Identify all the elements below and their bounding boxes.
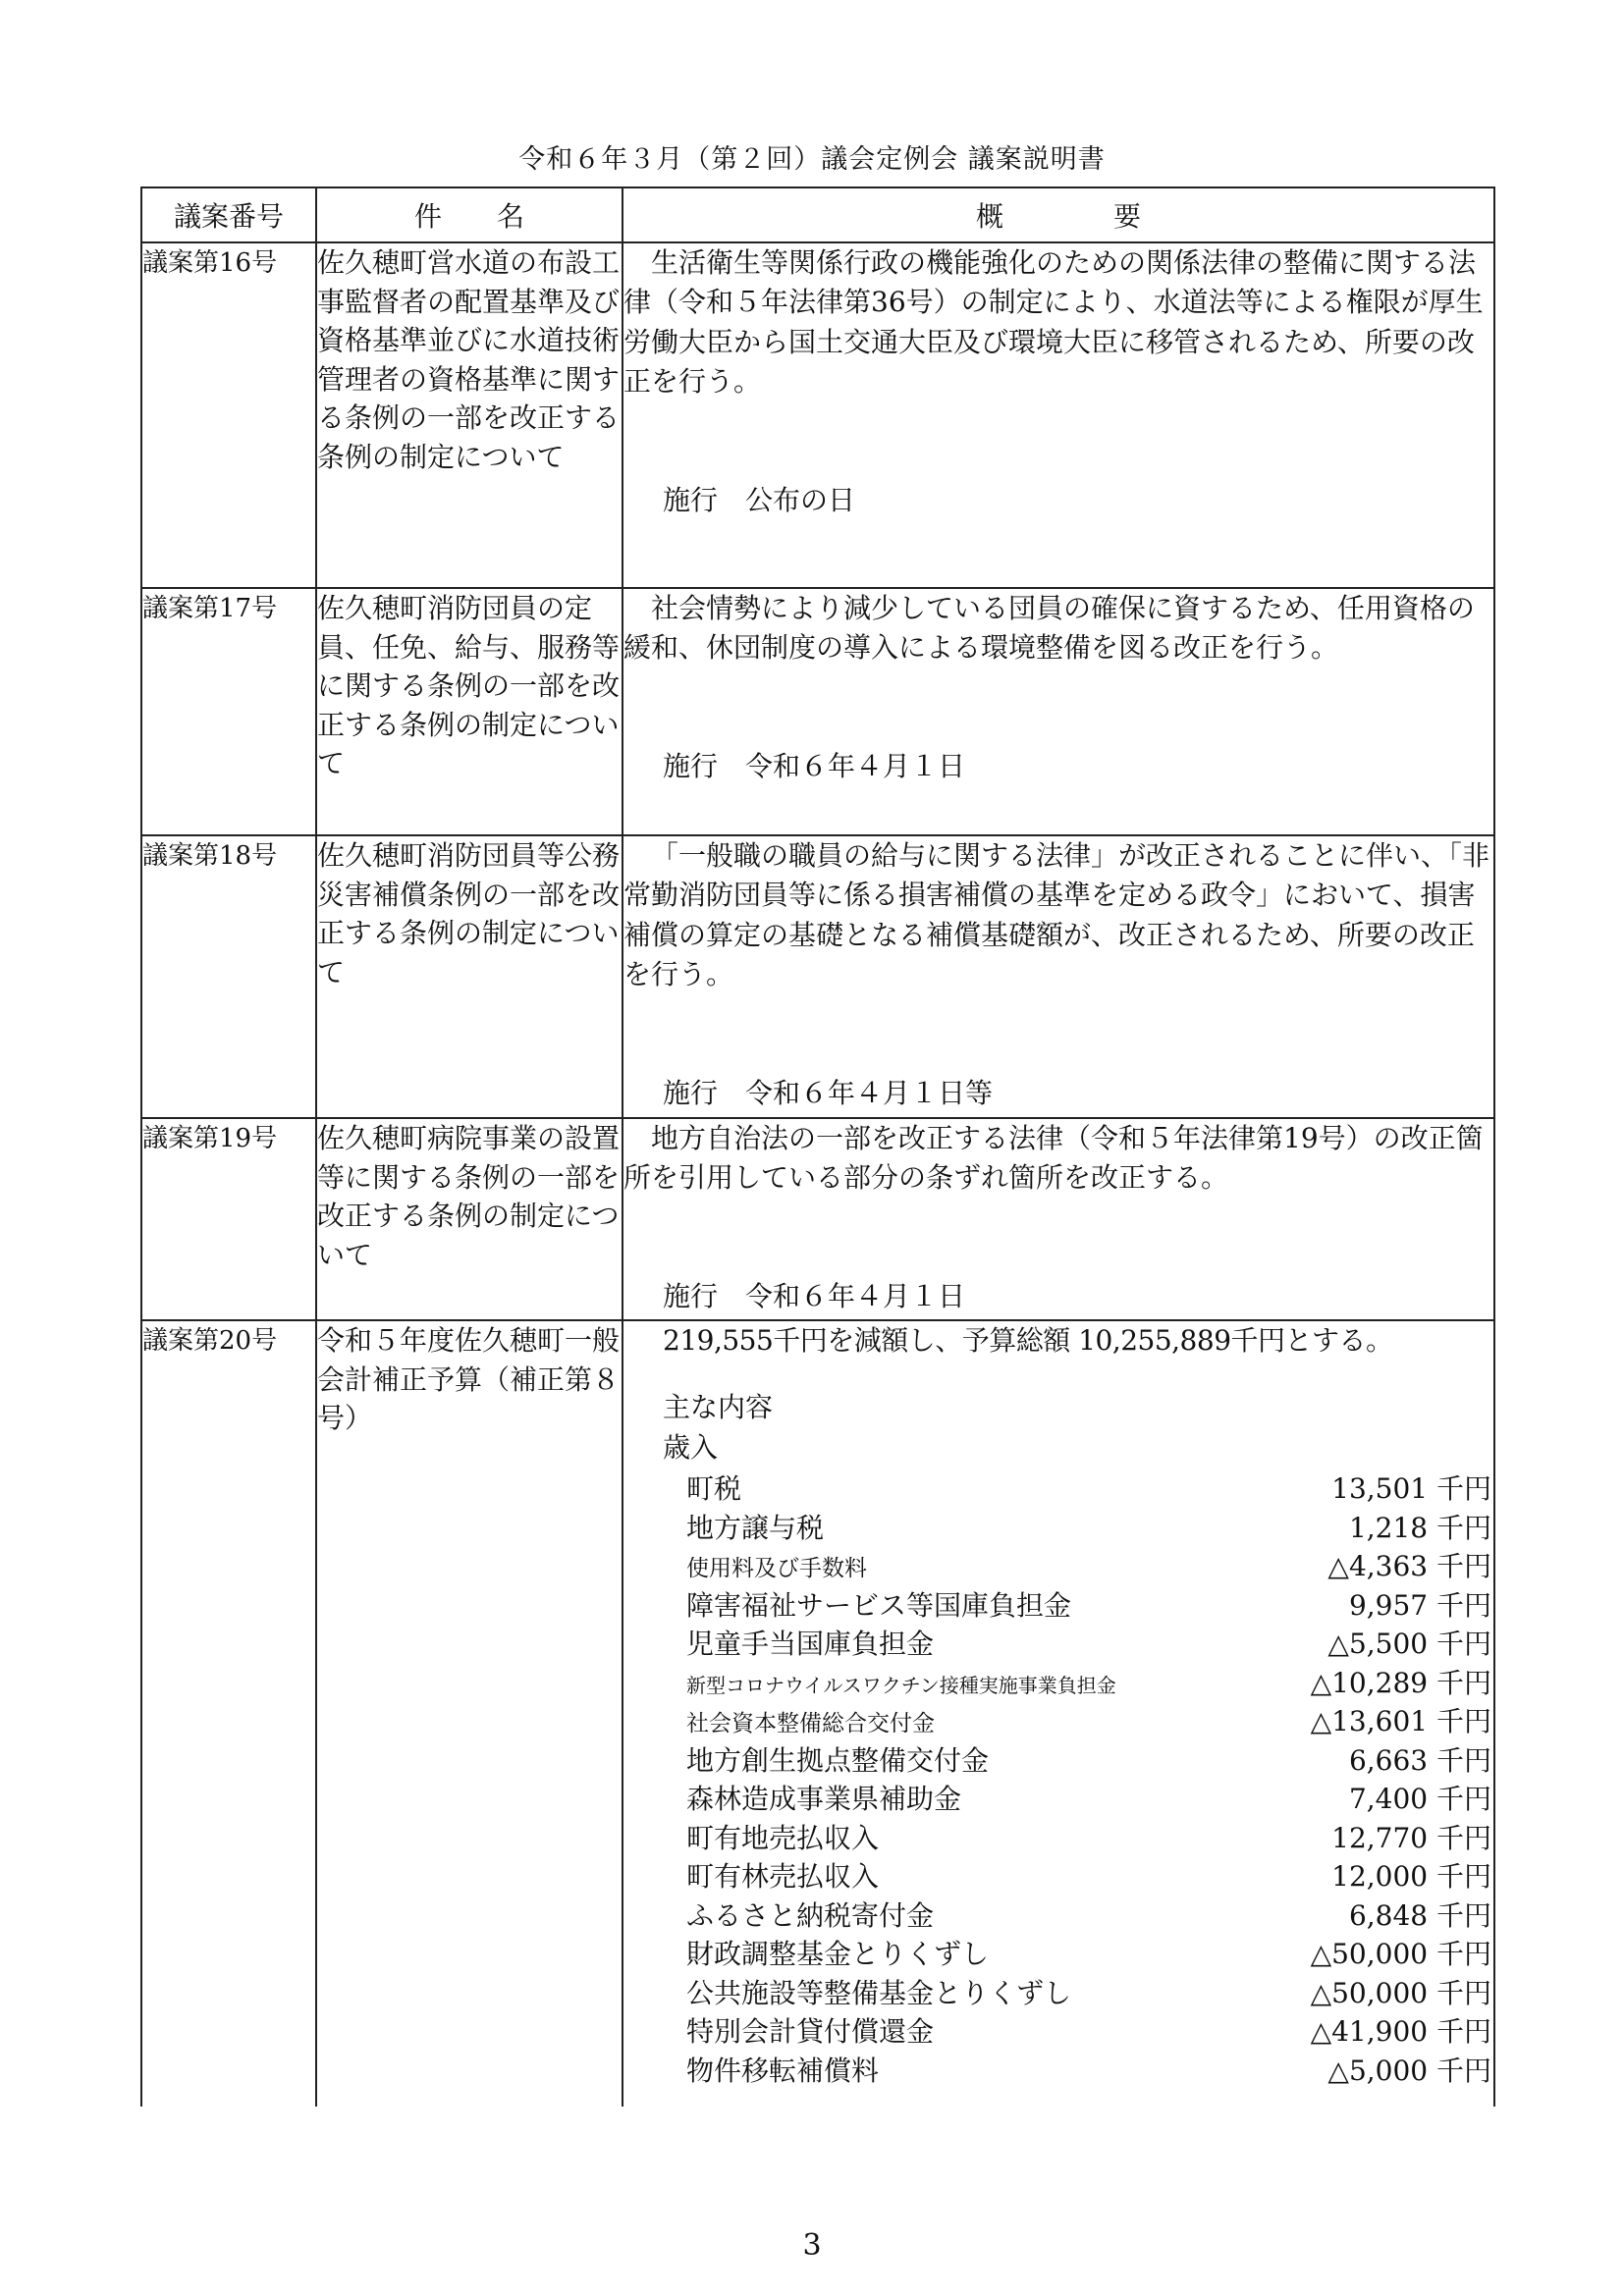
bill-summary [623, 588, 1494, 835]
revenue-amount: 7,400 千円 [1348, 1783, 1491, 1816]
list-item [623, 1896, 1493, 1936]
revenue-amount: 6,848 千円 [1348, 1898, 1491, 1932]
bill-effective-date: 施行 令和６年４月１日 [663, 1279, 966, 1312]
revenue-name: 町税 [686, 1472, 742, 1506]
bill-description: 生活衛生等関係行政の機能強化のための関係法律の整備に関する法律（令和５年法律第36号）の制定により、水道法等による権限が厚生労働大臣から国土交通大臣及び環境大臣に移管されるため、所要の改正を行う。 [623, 246, 1484, 399]
revenue-amount: 6,663 千円 [1348, 1743, 1491, 1777]
list-item [623, 2052, 1493, 2091]
revenue-name: 町有林売払収入 [686, 1860, 880, 1894]
revenue-name: 町有地売払収入 [686, 1821, 880, 1854]
revenue-amount: △5,000 千円 [1327, 2054, 1491, 2087]
revenue-amount: △41,900 千円 [1310, 2015, 1491, 2049]
revenue-amount: △4,363 千円 [1327, 1550, 1491, 1583]
bill-explanation-table [140, 187, 1495, 2107]
list-item [623, 2012, 1493, 2052]
revenue-name: 特別会計貸付償還金 [686, 2015, 935, 2049]
revenue-name: 物件移転補償料 [686, 2054, 880, 2087]
bill-number: 議案第16号 [141, 242, 316, 588]
budget-summary [623, 1320, 1494, 2107]
bill-number: 議案第17号 [141, 588, 316, 835]
revenue-name: 公共施設等整備基金とりくずし [686, 1976, 1072, 2009]
bill-effective-date: 施行 公布の日 [663, 483, 856, 516]
revenue-heading: 歳入 [663, 1430, 719, 1464]
revenue-name: 地方創生拠点整備交付金 [686, 1743, 990, 1777]
column-header-number: 議案番号 [141, 187, 316, 242]
list-item [623, 1857, 1493, 1896]
revenue-amount: △13,601 千円 [1310, 1705, 1491, 1738]
page-number: 3 [802, 2228, 822, 2263]
bill-subject: 令和５年度佐久穂町一般会計補正予算（補正第８号） [316, 1320, 623, 2107]
table-row [141, 242, 1494, 588]
list-item [623, 1702, 1493, 1741]
bill-number: 議案第18号 [141, 835, 316, 1118]
revenue-amount: 12,770 千円 [1331, 1821, 1491, 1854]
list-item [623, 1935, 1493, 1974]
bill-subject: 佐久穂町消防団員等公務災害補償条例の一部を改正する条例の制定について [316, 835, 623, 1118]
revenue-name: 児童手当国庫負担金 [686, 1628, 935, 1661]
bill-description: 社会情勢により減少している団員の確保に資するため、任用資格の緩和、休団制度の導入による環境整備を図る改正を行う。 [623, 592, 1475, 665]
table-header-row [141, 187, 1494, 242]
budget-total: 219,555千円を減額し、予算総額 10,255,889千円とする。 [663, 1324, 1393, 1357]
list-item [623, 1780, 1493, 1819]
list-item [623, 1625, 1493, 1664]
bill-subject: 佐久穂町営水道の布設工事監督者の配置基準及び資格基準並びに水道技術管理者の資格基準に関する条例の一部を改正する条例の制定について [316, 242, 623, 588]
revenue-amount: 9,957 千円 [1348, 1588, 1491, 1622]
revenue-amount: 1,218 千円 [1348, 1511, 1491, 1544]
list-item [623, 1741, 1493, 1781]
column-header-subject: 件 名 [316, 187, 623, 242]
main-content-heading: 主な内容 [663, 1391, 774, 1424]
revenue-amount: △50,000 千円 [1310, 1976, 1491, 2009]
table-row [141, 1320, 1494, 2107]
revenue-list [623, 1469, 1493, 2090]
revenue-name: 財政調整基金とりくずし [686, 1938, 990, 1971]
bill-description: 地方自治法の一部を改正する法律（令和５年法律第19号）の改正箇所を引用している部分の条ずれ箇所を改正する。 [623, 1122, 1484, 1195]
revenue-amount: △50,000 千円 [1310, 1938, 1491, 1971]
revenue-amount: 13,501 千円 [1331, 1472, 1491, 1506]
bill-effective-date: 施行 令和６年４月１日 [663, 749, 966, 782]
table-row [141, 835, 1494, 1118]
revenue-name: 障害福祉サービス等国庫負担金 [686, 1588, 1072, 1622]
bill-summary [623, 835, 1494, 1118]
bill-summary [623, 1118, 1494, 1320]
bill-subject: 佐久穂町消防団員の定員、任免、給与、服務等に関する条例の一部を改正する条例の制定について [316, 588, 623, 835]
table-row [141, 588, 1494, 835]
revenue-name: 社会資本整備総合交付金 [686, 1711, 935, 1737]
table-row [141, 1118, 1494, 1320]
bill-number: 議案第19号 [141, 1118, 316, 1320]
revenue-amount: △10,289 千円 [1310, 1666, 1491, 1699]
list-item [623, 1547, 1493, 1586]
bill-description: 「一般職の職員の給与に関する法律」が改正されることに伴い、「非常勤消防団員等に係る損害補償の基準を定める政令」において、損害補償の算定の基礎となる補償基礎額が、改正されるため、所要の改正を行う。 [623, 839, 1490, 991]
list-item [623, 1509, 1493, 1548]
column-header-summary: 概 要 [623, 187, 1494, 242]
revenue-name: 地方譲与税 [686, 1511, 825, 1544]
bill-summary [623, 242, 1494, 588]
list-item [623, 1469, 1493, 1509]
bill-effective-date: 施行 令和６年４月１日等 [663, 1076, 994, 1109]
revenue-amount: 12,000 千円 [1331, 1860, 1491, 1894]
bill-subject: 佐久穂町病院事業の設置等に関する条例の一部を改正する条例の制定について [316, 1118, 623, 1320]
revenue-name: ふるさと納税寄付金 [686, 1898, 935, 1932]
list-item [623, 1586, 1493, 1626]
revenue-amount: △5,500 千円 [1327, 1628, 1491, 1661]
revenue-name: 使用料及び手数料 [686, 1556, 867, 1582]
list-item [623, 1974, 1493, 2013]
bill-number: 議案第20号 [141, 1320, 316, 2107]
revenue-name: 森林造成事業県補助金 [686, 1783, 962, 1816]
document-title: 令和６年３月（第２回）議会定例会 議案説明書 [518, 144, 1106, 175]
list-item [623, 1664, 1493, 1703]
revenue-name: 新型コロナウイルスワクチン接種実施事業負担金 [686, 1673, 1116, 1697]
list-item [623, 1819, 1493, 1858]
